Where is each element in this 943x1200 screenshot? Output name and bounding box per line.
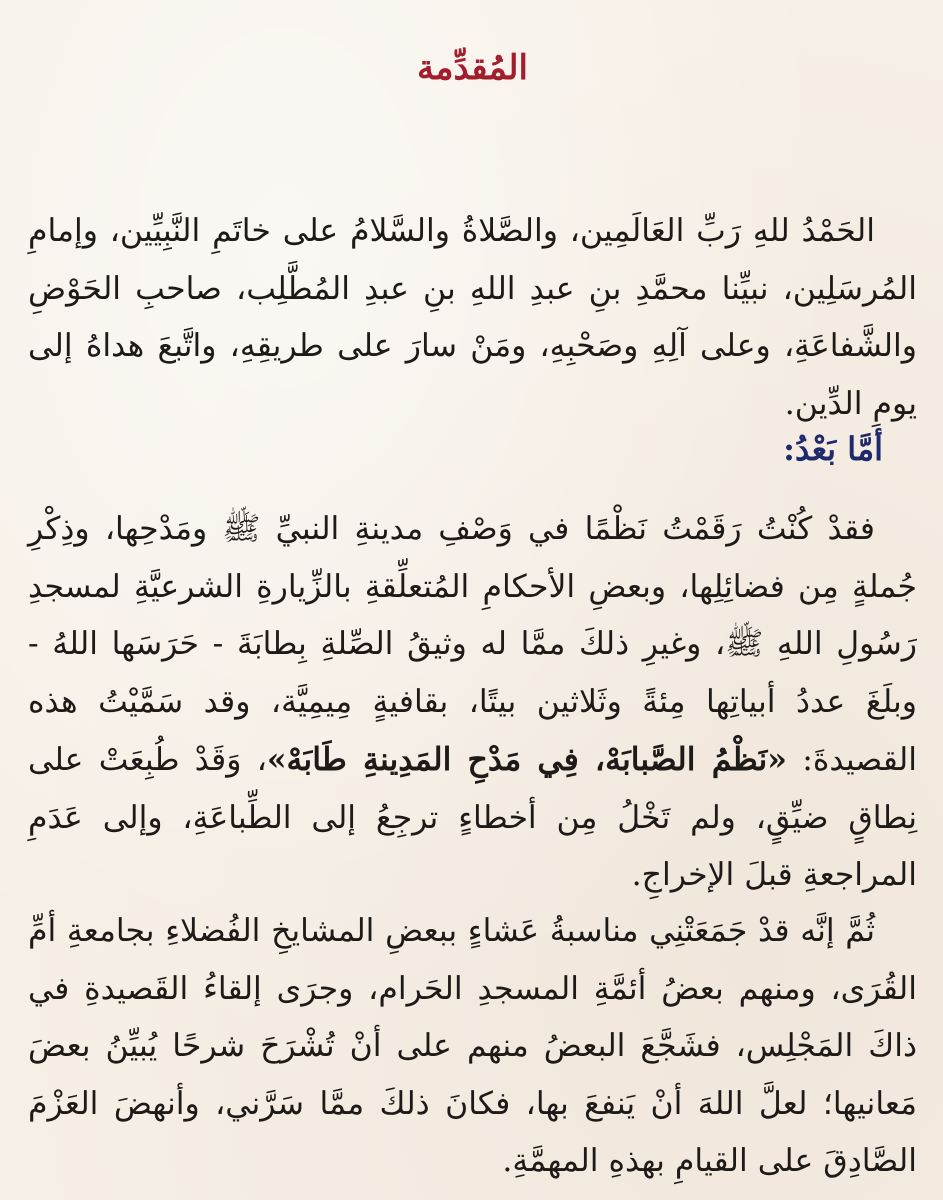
poem-title: «نَظْمُ الصَّبابَهْ، فِي مَدْحِ المَدِينةِ طَابَهْ» xyxy=(266,741,787,778)
body-paragraph xyxy=(28,501,917,905)
body-paragraph-text-end: ، وَقَدْ طُبِعَتْ على نِطاقٍ ضيِّقٍ، ولم تَخْلُ مِن أخطاءٍ ترجِعُ إلى الطِّباعَةِ، وإلى عَدَمِ المراجعةِ قبلَ الإخراجِ. xyxy=(28,742,917,893)
intro-paragraph: الحَمْدُ للهِ رَبِّ العَالَمِين، والصَّلاةُ والسَّلامُ على خاتَمِ النَّبِيِّين، وإمامِ المُرسَلِين، نبيِّنا محمَّدِ بنِ عبدِ اللهِ بنِ عبدِ المُطَّلِب، صاحبِ الحَوْضِ والشَّفاعَةِ، وعلى آلِهِ وصَحْبِهِ، ومَنْ سارَ على طريقِهِ، واتَّبعَ هداهُ إلى يومِ الدِّين. xyxy=(28,213,917,422)
page xyxy=(28,0,917,1200)
section-heading: أمَّا بَعْدُ: xyxy=(783,430,883,468)
closing-paragraph: ثُمَّ إنَّه قدْ جَمَعَتْنِي مناسبةُ عَشاءٍ ببعضِ المشايخِ الفُضلاءِ بجامعةِ أمِّ القُرَى، ومنهم بعضُ أئمَّةِ المسجدِ الحَرام، وجرَى إلقاءُ القَصيدةِ في ذاكَ المَجْلِس، فشَجَّعَ البعضُ منهم على أنْ تُشْرَحَ شرحًا يُبيِّنُ بعضَ مَعانيها؛ لعلَّ اللهَ أنْ يَنفعَ بها، فكانَ ذلكَ ممَّا سَرَّني، وأنهضَ العَزْمَ الصَّادِقَ على القيامِ بهذهِ المهمَّةِ. xyxy=(28,913,917,1179)
page-title: المُقدِّمة xyxy=(417,48,528,88)
body-paragraph-text-start: فقدْ كُنْتُ رَقَمْتُ نَظْمًا في وَصْفِ مدينةِ النبيِّ ﷺ ومَدْحِها، وذِكْرِ جُملةٍ مِن فضائِلِها، وبعضِ الأحكامِ المُتعلِّقةِ بالزِّيارةِ الشرعيَّةِ لمسجدِ رَسُولِ اللهِ ﷺ، وغيرِ ذلكَ ممَّا له وثيقُ الصِّلةِ بِطابَةَ - حَرَسَها اللهُ - وبلَغَ عددُ أبياتِها مِئةً وثَلاثين بيتًا، بقافيةٍ مِيمِيَّة، وقد سَمَّيْتُ هذه القصيدةَ: xyxy=(28,511,917,778)
